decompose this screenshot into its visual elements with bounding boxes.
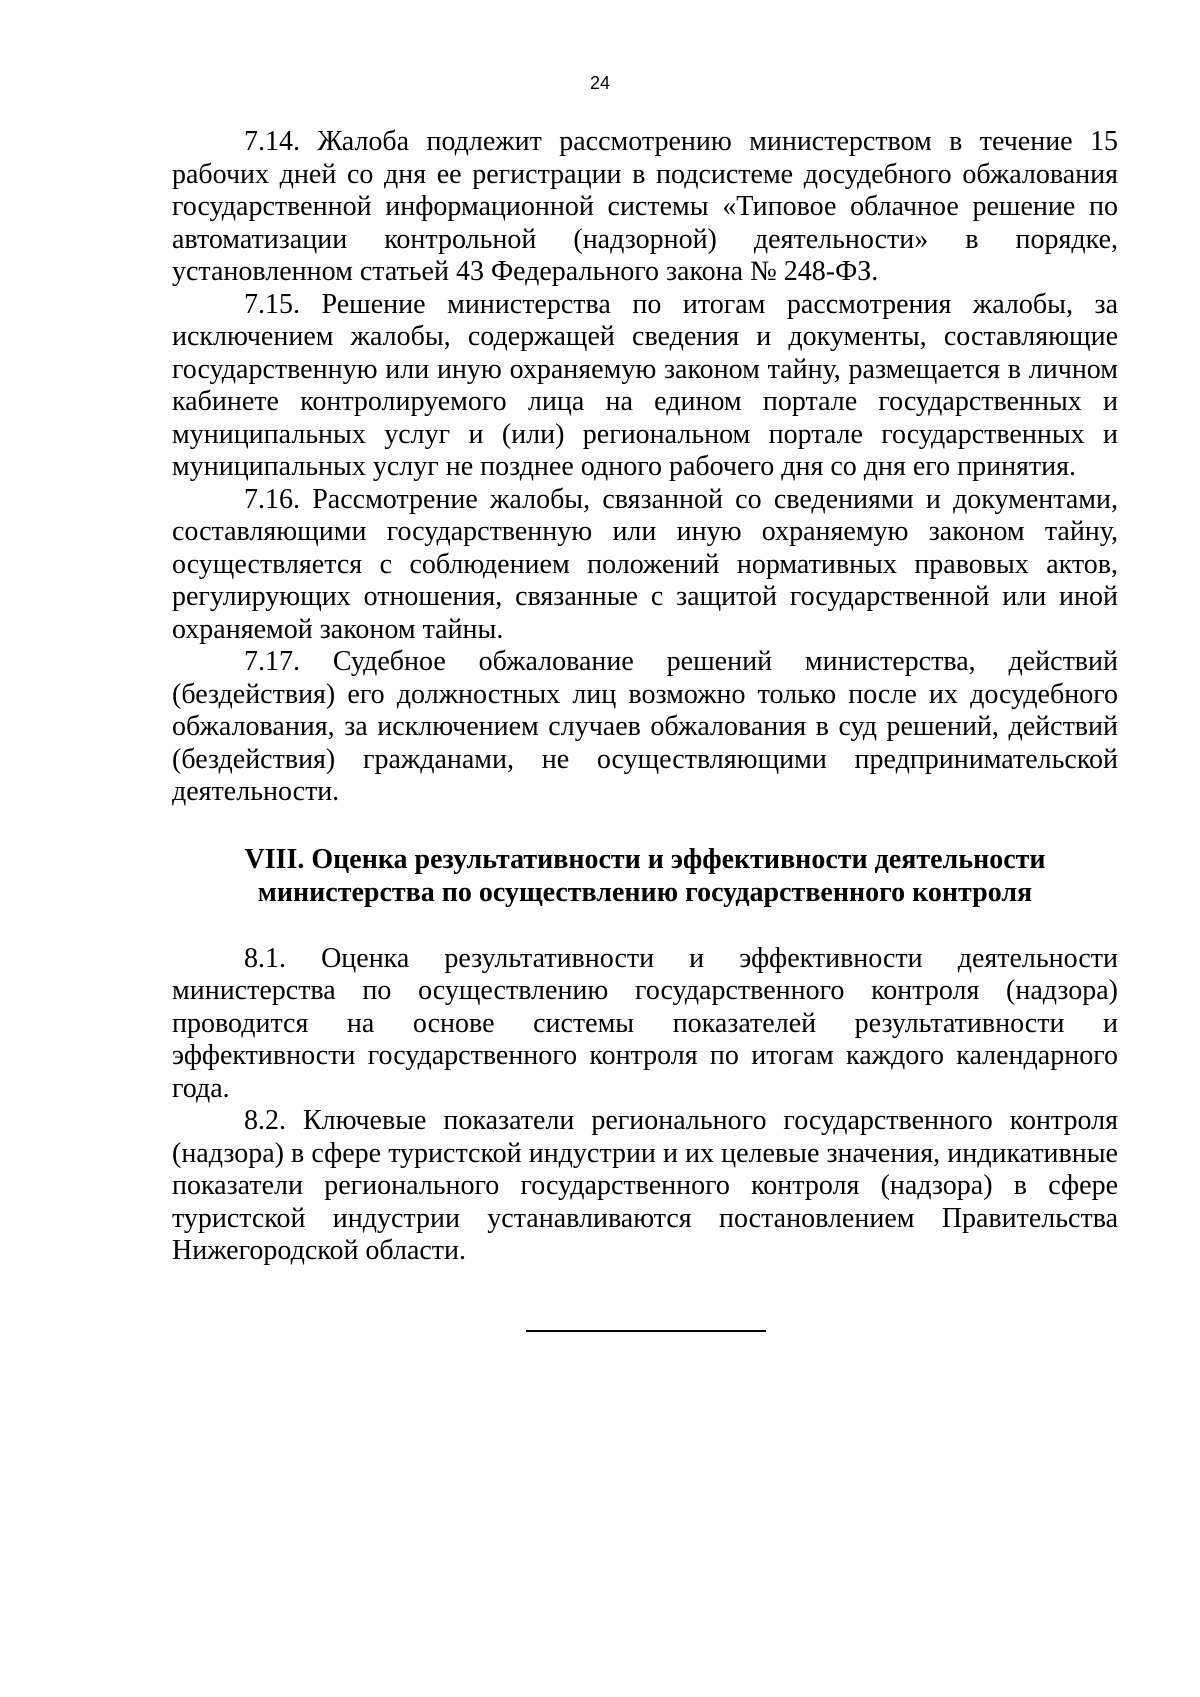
page-number: 24 bbox=[589, 73, 611, 93]
section-heading-line-2: министерства по осуществлению государственного контроля bbox=[257, 876, 1033, 908]
paragraph-7-15: 7.15. Решение министерства по итогам рассмотрения жалобы, за исключением жалобы, содержащей сведения и документы, составляющие государственную или иную охраняемую законом тайну, размещается в личном кабинете контролируемого лица на едином портале государственных и муниципальных услуг и (или) региональном портале государственных и муниципальных услуг не позднее одного рабочего дня со дня его принятия. bbox=[172, 288, 1118, 482]
paragraph-7-16: 7.16. Рассмотрение жалобы, связанной со сведениями и документами, составляющими государственную или иную охраняемую законом тайну, осуществляется с соблюдением положений нормативных правовых актов, регулирующих отношения, связанные с защитой государственной или иной охраняемой законом тайны. bbox=[172, 483, 1118, 645]
paragraph-7-14: 7.14. Жалоба подлежит рассмотрению министерством в течение 15 рабочих дней со дня ее регистрации в подсистеме досудебного обжалования государственной информационной системы «Типовое облачное решение по автоматизации контрольной (надзорной) деятельности» в порядке, установленном статьей 43 Федерального закона № 248-ФЗ. bbox=[172, 126, 1118, 287]
section-heading-line-1: VIII. Оценка результативности и эффективности деятельности bbox=[244, 843, 1046, 875]
section-heading bbox=[172, 843, 1118, 909]
end-of-document-rule bbox=[526, 1330, 766, 1332]
document-body bbox=[172, 126, 1118, 1268]
paragraph-7-17: 7.17. Судебное обжалование решений министерства, действий (бездействия) его должностных лиц возможно только после их досудебного обжалования, за исключением случаев обжалования в суд решений, действий (бездействия) гражданами, не осуществляющими предпринимательской деятельности. bbox=[172, 646, 1118, 807]
paragraph-8-1: 8.1. Оценка результативности и эффективности деятельности министерства по осуществлению государственного контроля (надзора) проводится на основе системы показателей результативности и эффективности государственного контроля по итогам каждого календарного года. bbox=[172, 942, 1118, 1104]
paragraph-8-2: 8.2. Ключевые показатели регионального государственного контроля (надзора) в сфере туристской индустрии и их целевые значения, индикативные показатели регионального государственного контроля (надзора) в сфере туристской индустрии устанавливаются постановлением Правительства Нижегородской области. bbox=[172, 1105, 1118, 1266]
